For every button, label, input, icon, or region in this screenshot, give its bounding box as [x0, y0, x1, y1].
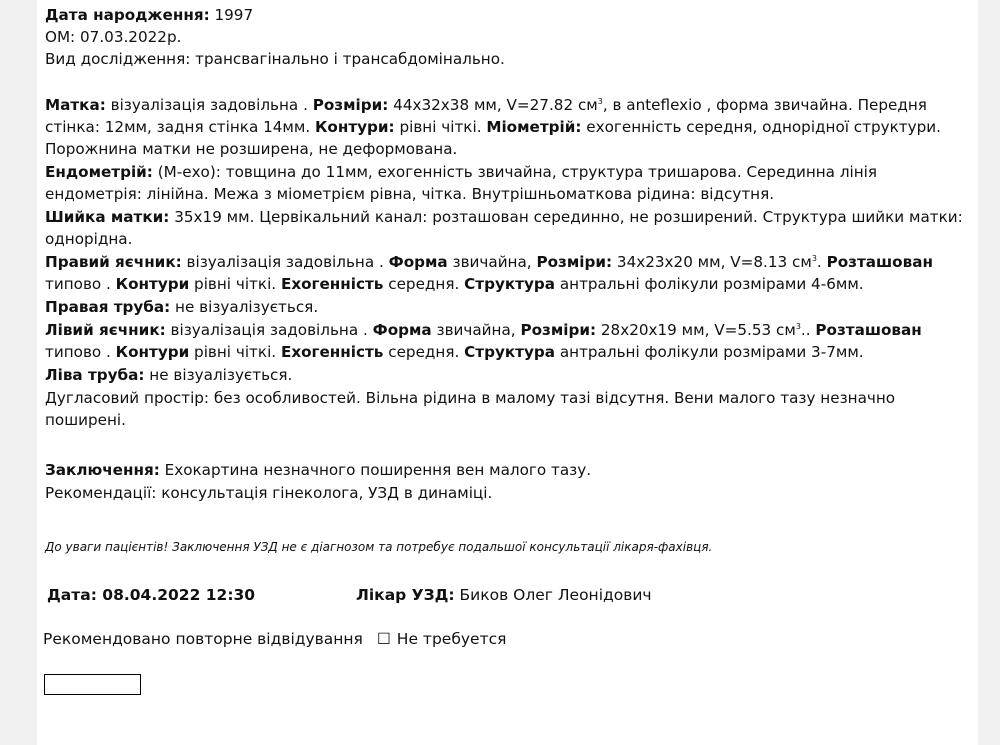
left-tube-text: не візуалізується.: [144, 366, 293, 384]
patient-notice: До уваги пацієнтів! Заключення УЗД не є діагнозом та потребує подальшої консультації лікаря-фахівця.: [45, 540, 713, 554]
revisit-option-label: Не требуется: [396, 630, 507, 648]
right-ovary-paragraph: [45, 251, 975, 295]
left-ovary-contours-label: Контури: [115, 343, 190, 361]
uterus-walls-text: , в anteflexio , форма звичайна. Передня стінка: 12мм, задня стінка 14мм.: [45, 96, 927, 136]
revisit-input-field[interactable]: [44, 674, 141, 695]
left-ovary-position-text: типово .: [45, 343, 116, 361]
right-ovary-echo-label: Exoгенність: [280, 275, 384, 293]
left-ovary-structure-label: Структура: [464, 343, 555, 361]
uterus-contours-label: Контури:: [315, 118, 395, 136]
right-ovary-form-text: звичайна,: [447, 253, 537, 271]
left-ovary-paragraph: [45, 319, 975, 363]
right-ovary-structure-label: Структура: [464, 275, 555, 293]
conclusion-paragraph: [45, 459, 975, 481]
right-ovary-structure-text: антральні фолікули розмірами 4-6мм.: [555, 275, 864, 293]
uterus-volume-sup: 3: [597, 97, 603, 106]
left-tube-paragraph: [45, 364, 975, 386]
recommendations-paragraph: Рекомендації: консультація гінеколога, УЗД в динаміці.: [45, 484, 493, 502]
doctor-name: Биков Олег Леонідович: [454, 586, 652, 604]
right-ovary-sizes-text: 34х23х20 мм, V=8.13 см: [612, 253, 812, 271]
exam-date-label: Дата: 08.04.2022 12:30: [47, 586, 256, 604]
left-ovary-form-label: Форма: [372, 321, 432, 339]
cervix-paragraph: [45, 206, 975, 250]
myometrium-label: Міометрій:: [486, 118, 582, 136]
left-ovary-sep: ..: [800, 321, 816, 339]
revisit-row: [43, 628, 506, 650]
checkbox-icon[interactable]: ☐: [376, 630, 391, 648]
right-ovary-form-label: Форма: [388, 253, 448, 271]
birth-date-value: 1997: [214, 6, 254, 24]
right-ovary-position-text: типово .: [45, 275, 116, 293]
left-ovary-echo-text: середня.: [383, 343, 465, 361]
right-tube-paragraph: [45, 296, 975, 318]
document-page: [37, 0, 978, 745]
birth-date-label: Дата народження:: [45, 6, 210, 24]
endometrium-text: (М-ехо): товщина до 11мм, ехогенність звичайна, структура тришарова. Серединна лінія ендометрія: лінійна. Межа з міометрієм рівна, чітка. Внутрішньоматкова рідина: відсутня.: [45, 163, 878, 203]
uterus-label: Матка:: [45, 96, 106, 114]
uterus-sizes-text: 44х32х38 мм, V=27.82 см: [388, 96, 598, 114]
left-ovary-label: Лівий яєчник:: [45, 321, 166, 339]
endometrium-label: Ендометрій:: [45, 163, 153, 181]
left-ovary-position-label: Розташован: [815, 321, 922, 339]
study-type-line: Вид дослідження: трансвагінально і трансабдомінально.: [45, 50, 505, 68]
uterus-paragraph: [45, 94, 975, 160]
doctor-signature: [356, 584, 652, 606]
left-ovary-form-text: звичайна,: [431, 321, 521, 339]
conclusion-label: Заключення:: [45, 461, 160, 479]
right-ovary-sizes-label: Розміри:: [536, 253, 613, 271]
right-ovary-contours-label: Контури: [115, 275, 190, 293]
doctor-label: Лікар УЗД:: [356, 586, 455, 604]
report-body: [45, 4, 975, 504]
cervix-text: 35х19 мм. Цервікальний канал: розташован серединно, не розширений. Структура шийки матки: однорідна.: [45, 208, 963, 248]
left-ovary-text: візуалізація задовільна .: [165, 321, 373, 339]
right-ovary-volume-sup: 3: [811, 254, 817, 263]
right-ovary-label: Правий яєчник:: [45, 253, 182, 271]
right-tube-text: не візуалізується.: [170, 298, 319, 316]
birth-date-line: [45, 4, 975, 26]
left-ovary-contours-text: рівні чіткі.: [189, 343, 281, 361]
right-ovary-echo-text: середня.: [383, 275, 465, 293]
endometrium-paragraph: [45, 161, 975, 205]
right-tube-label: Правая труба:: [45, 298, 171, 316]
om-line: ОМ: 07.03.2022р.: [45, 28, 182, 46]
myometrium-text: ехогенність середня, однорідної структури. Порожнина матки не розширена, не деформована.: [45, 118, 941, 158]
left-ovary-volume-sup: 3: [795, 322, 801, 331]
uterus-text: візуалізація задовільна .: [105, 96, 313, 114]
right-ovary-contours-text: рівні чіткі.: [189, 275, 281, 293]
left-tube-label: Ліва труба:: [45, 366, 145, 384]
exam-date: [47, 584, 255, 606]
right-ovary-sep: .: [816, 253, 827, 271]
revisit-label: Рекомендовано повторне відвідування: [43, 630, 363, 648]
uterus-sizes-label: Розміри:: [312, 96, 389, 114]
left-ovary-sizes-text: 28х20х19 мм, V=5.53 см: [596, 321, 796, 339]
uterus-contours-text: рівні чіткі.: [394, 118, 487, 136]
right-ovary-position-label: Розташован: [826, 253, 933, 271]
conclusion-text: Ехокартина незначного поширення вен малого тазу.: [159, 461, 592, 479]
left-ovary-echo-label: Exoгенність: [280, 343, 384, 361]
douglas-paragraph: Дугласовий простір: без особливостей. Вільна рідина в малому тазі відсутня. Вени малого тазу незначно поширені.: [45, 389, 896, 429]
cervix-label: Шийка матки:: [45, 208, 170, 226]
right-ovary-text: візуалізація задовільна .: [181, 253, 389, 271]
left-ovary-structure-text: антральні фолікули розмірами 3-7мм.: [555, 343, 864, 361]
left-ovary-sizes-label: Розміри:: [520, 321, 597, 339]
